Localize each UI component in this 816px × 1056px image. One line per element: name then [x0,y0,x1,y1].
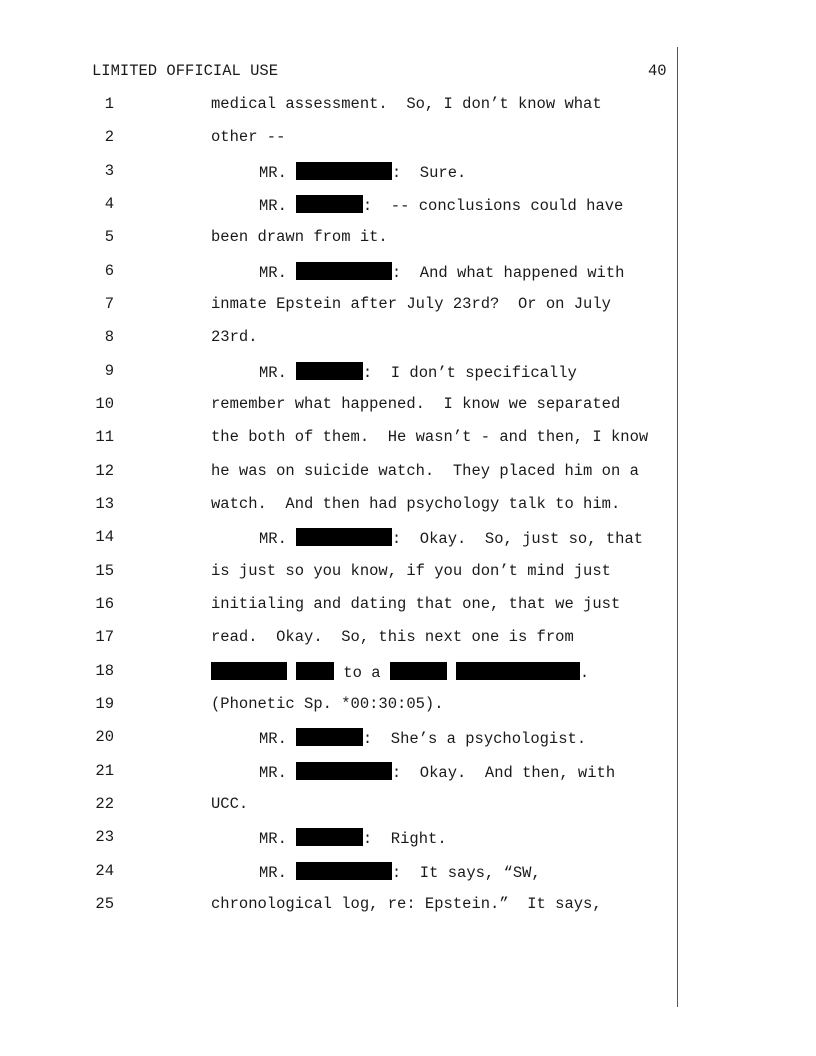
line-text: chronological log, re: Epstein.” It says, [211,895,602,913]
redaction-box [390,662,447,680]
transcript-line [0,562,676,586]
redaction-box [296,762,392,780]
line-number: 9 [104,362,114,380]
transcript-line [0,862,676,886]
line-number: 10 [95,395,114,413]
line-text: 23rd. [211,328,258,346]
transcript-line [0,695,676,719]
transcript-line [0,262,676,286]
line-number: 16 [95,595,114,613]
line-number: 17 [95,628,114,646]
redaction-box [296,728,363,746]
transcript-line [0,528,676,552]
page-number: 40 [648,62,667,80]
transcript-line [0,295,676,319]
line-text: to a [334,664,390,682]
speaker-label: MR. [259,364,287,382]
transcript-line [0,228,676,252]
speaker-label: MR. [259,830,287,848]
transcript-line [0,762,676,786]
line-number: 21 [95,762,114,780]
line-number: 22 [95,795,114,813]
line-text: remember what happened. I know we separated [211,395,621,413]
line-number: 1 [104,95,114,113]
line-number: 7 [104,295,114,313]
line-text: : Okay. So, just so, that [391,530,644,548]
redaction-box [211,662,287,680]
transcript-line [0,362,676,386]
line-text: other -- [211,128,286,146]
right-margin-rule [677,47,678,1007]
line-number: 6 [104,262,114,280]
line-text: : -- conclusions could have [362,197,624,215]
transcript-line [0,662,676,686]
speaker-label: MR. [259,197,287,215]
line-text: the both of them. He wasn’t - and then, I know [211,428,649,446]
line-text-end: . [579,664,590,682]
transcript-line [0,462,676,486]
line-text: he was on suicide watch. They placed him on a [211,462,639,480]
line-text: : Right. [362,830,447,848]
speaker-label: MR. [259,764,287,782]
line-text: is just so you know, if you don’t mind just [211,562,611,580]
line-number: 19 [95,695,114,713]
line-number: 18 [95,662,114,680]
line-number: 12 [95,462,114,480]
transcript-line [0,895,676,919]
line-text: : Okay. And then, with [391,764,616,782]
transcript-line [0,328,676,352]
line-number: 23 [95,828,114,846]
redaction-box [296,162,392,180]
line-text: : Sure. [391,164,467,182]
line-text: been drawn from it. [211,228,388,246]
line-number: 14 [95,528,114,546]
line-text: : And what happened with [391,264,625,282]
speaker-label: MR. [259,530,287,548]
redaction-box [296,528,392,546]
transcript-line [0,162,676,186]
transcript-line [0,795,676,819]
redaction-box [296,828,363,846]
transcript-line [0,495,676,519]
line-number: 11 [95,428,114,446]
transcript-line [0,128,676,152]
line-number: 5 [104,228,114,246]
redaction-box [296,362,363,380]
transcript-line [0,95,676,119]
redaction-box [296,195,363,213]
transcript-line [0,628,676,652]
transcript-line [0,195,676,219]
line-text: : It says, “SW, [391,864,541,882]
line-number: 4 [104,195,114,213]
line-number: 3 [104,162,114,180]
speaker-label: MR. [259,164,287,182]
line-number: 8 [104,328,114,346]
transcript-line [0,395,676,419]
transcript-line [0,828,676,852]
speaker-label: MR. [259,730,287,748]
transcript-line [0,595,676,619]
line-text: read. Okay. So, this next one is from [211,628,574,646]
line-number: 2 [104,128,114,146]
line-text: watch. And then had psychology talk to him. [211,495,621,513]
line-number: 25 [95,895,114,913]
classification-header: LIMITED OFFICIAL USE [92,62,279,80]
speaker-label: MR. [259,864,287,882]
line-text: UCC. [211,795,249,813]
redaction-box [456,662,580,680]
transcript-line [0,728,676,752]
line-number: 15 [95,562,114,580]
line-text: : I don’t specifically [362,364,577,382]
redaction-box [296,862,392,880]
speaker-label: MR. [259,264,287,282]
line-text: inmate Epstein after July 23rd? Or on July [211,295,611,313]
transcript-line [0,428,676,452]
line-number: 24 [95,862,114,880]
line-number: 13 [95,495,114,513]
line-text: : She’s a psychologist. [362,730,587,748]
line-text: medical assessment. So, I don’t know what [211,95,602,113]
redaction-box [296,262,392,280]
line-text: (Phonetic Sp. *00:30:05). [211,695,444,713]
line-number: 20 [95,728,114,746]
line-text: initialing and dating that one, that we just [211,595,621,613]
redaction-box [296,662,334,680]
